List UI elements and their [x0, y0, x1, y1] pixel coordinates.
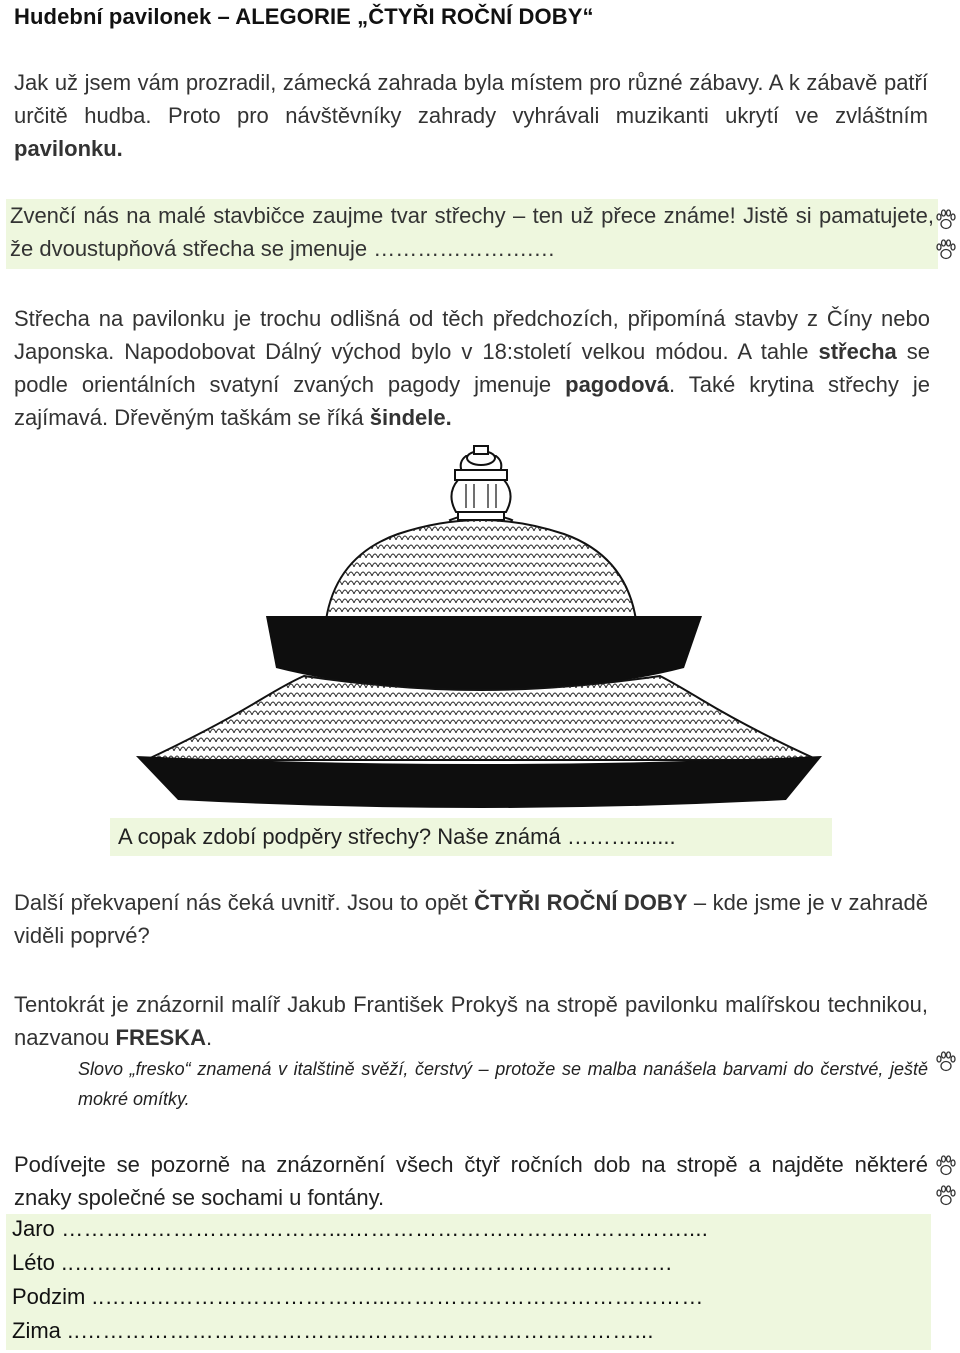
season-row-summer[interactable]	[12, 1250, 673, 1276]
supports-answer-blank[interactable]: ……….......	[566, 824, 676, 849]
roof-question-text: Zvenčí nás na malé stavbičce zaujme tvar střechy – ten už přece známe! Jistě si pamatujete, že dvoustupňová střecha se jmenuje	[10, 203, 934, 261]
paw-print-icon	[934, 238, 958, 262]
roof-info-bold-2: pagodová	[565, 372, 670, 397]
surprise-text-1: Další překvapení nás čeká uvnitř. Jsou to opět	[14, 890, 475, 915]
season-row-winter[interactable]	[12, 1318, 654, 1344]
roof-info-text-1: Střecha na pavilonku je trochu odlišná od těch předchozích, připomíná stavby z Číny nebo Japonska. Napodobovat Dálný východ bylo v 18:století velkou módou. A tahle	[14, 306, 930, 364]
intro-bold: pavilonku.	[14, 136, 123, 161]
intro-text: Jak už jsem vám prozradil, zámecká zahrada byla místem pro různé zábavy. A k zábavě patří určitě hudba. Proto pro návštěvníky zahrady vyhrávali muzikanti ukrytí ve zvláštním	[14, 70, 928, 128]
season-label: Zima	[12, 1318, 61, 1343]
roof-info-bold-3: šindele.	[369, 405, 452, 430]
seasons-answer-box	[6, 1214, 931, 1350]
surprise-paragraph	[14, 886, 928, 952]
season-row-spring[interactable]	[12, 1216, 708, 1242]
lower-eave-band	[136, 756, 822, 808]
season-blank[interactable]: ..………………………………...……………………………………	[85, 1284, 704, 1309]
fresco-bold: FRESKA	[115, 1025, 206, 1050]
fresco-paragraph	[14, 988, 928, 1054]
upper-roof	[326, 520, 636, 620]
supports-question	[118, 820, 676, 853]
task-paragraph: Podívejte se pozorně na znázornění všech čtyř ročních dob na stropě a najděte některé znaky společné se sochami u fontány.	[14, 1152, 928, 1210]
fresco-text-1: Tentokrát je znázornil malíř Jakub František Prokyš na stropě pavilonku malířskou technikou, nazvanou	[14, 992, 928, 1050]
page-title: Hudební pavilonek – ALEGORIE „ČTYŘI ROČNÍ DOBY“	[14, 4, 594, 29]
season-row-autumn[interactable]	[12, 1284, 704, 1310]
roof-info-text-2: se podle orientálních svatyní zvaných pagody jmenuje	[14, 339, 930, 397]
paw-print-icon	[934, 1050, 958, 1074]
roof-answer-blank[interactable]: ………………….…	[373, 236, 556, 261]
paw-print-icon	[934, 1184, 958, 1208]
fresco-text-2: .	[205, 1025, 213, 1050]
finial	[450, 446, 512, 528]
fresco-note: Slovo „fresko“ znamená v italštině svěží, čerstvý – protože se malba nanášela barvami do čerstvé, ještě mokré omítky.	[78, 1059, 928, 1109]
paw-print-icon	[934, 1154, 958, 1178]
season-blank[interactable]: ..………………………………...……………………………………	[54, 1250, 674, 1275]
paw-print-icon	[934, 208, 958, 232]
surprise-bold: ČTYŘI ROČNÍ DOBY	[474, 890, 688, 915]
season-blank[interactable]: ..………………………………...………………………………...	[60, 1318, 654, 1343]
season-label: Jaro	[12, 1216, 55, 1241]
season-label: Podzim	[12, 1284, 86, 1309]
surprise-text-2: – kde jsme je v zahradě viděli poprvé?	[14, 890, 928, 948]
roof-info-bold-1: střecha	[818, 339, 897, 364]
supports-question-text: A copak zdobí podpěry střechy? Naše známá	[118, 824, 567, 849]
roof-info-text-3: . Také krytina střechy je zajímavá. Dřevěným taškám se říká	[14, 372, 930, 430]
season-blank[interactable]: ………………………………...………………………………………....	[54, 1216, 709, 1241]
season-label: Léto	[12, 1250, 55, 1275]
